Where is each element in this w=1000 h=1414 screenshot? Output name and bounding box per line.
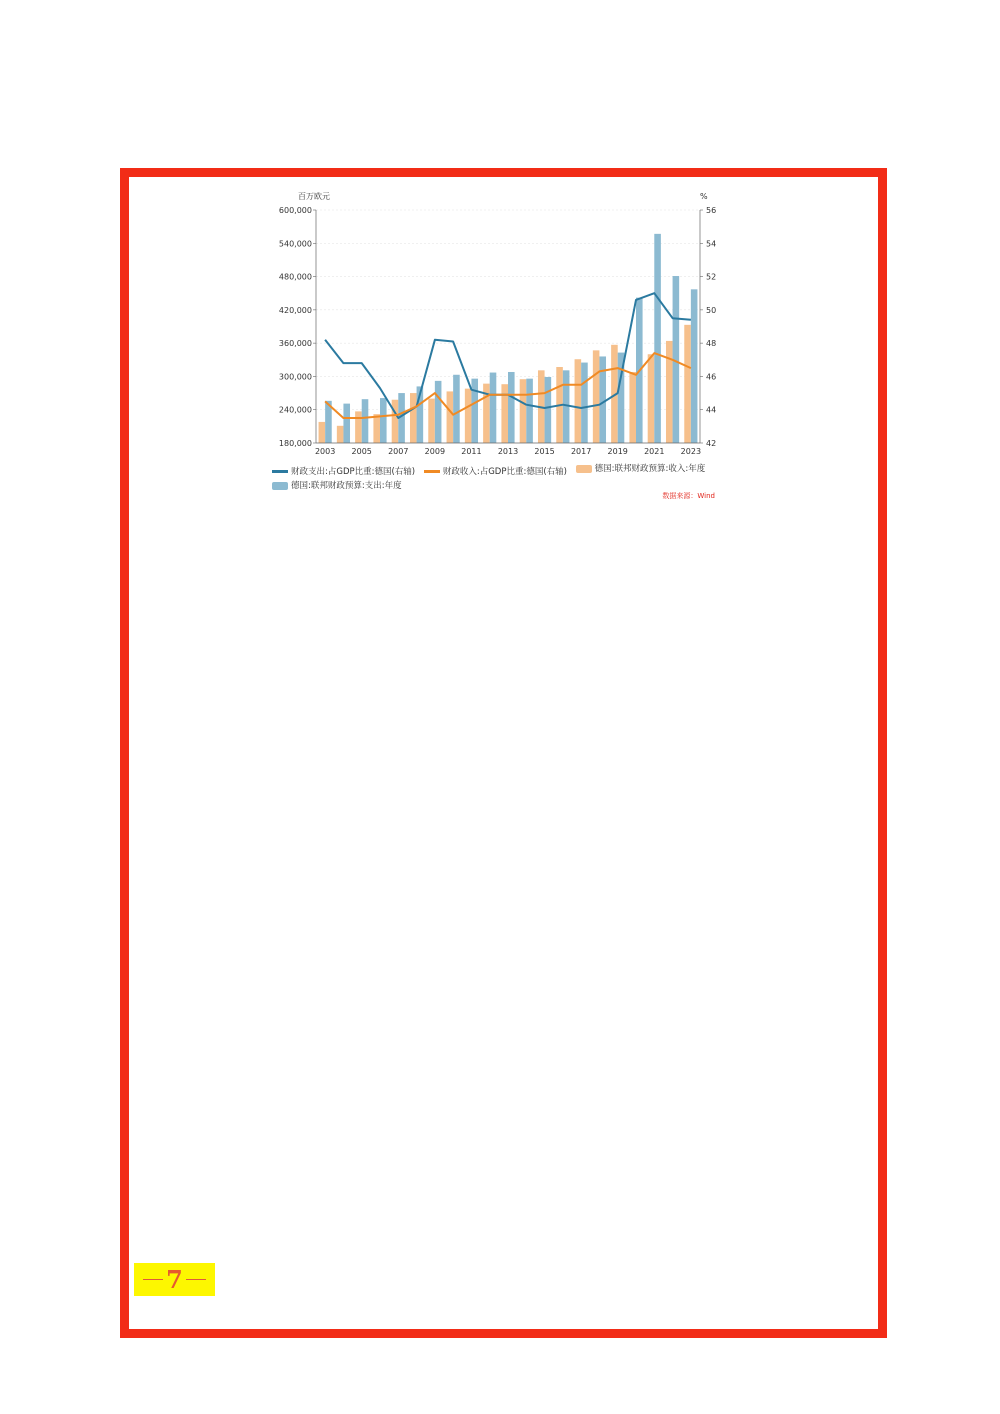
legend-swatch-revenue-bar [576, 465, 592, 473]
expense-bar [380, 398, 387, 443]
right-tick-label: 56 [706, 206, 717, 215]
right-tick-label: 52 [706, 272, 717, 282]
right-tick-label: 48 [706, 339, 717, 349]
left-tick-label: 480,000 [278, 272, 312, 282]
legend-swatch-expense-bar [272, 482, 288, 490]
x-tick-label: 2009 [424, 447, 446, 456]
legend-label: 德国:联邦财政预算:收入:年度 [594, 464, 706, 474]
bar-layer [319, 234, 698, 443]
expense-bar [581, 363, 588, 443]
expense-bar [471, 379, 478, 443]
revenue-bar [465, 389, 472, 443]
left-tick-label: 240,000 [278, 405, 312, 415]
revenue-bar [629, 372, 636, 443]
x-tick-label: 2017 [570, 447, 592, 456]
fiscal-chart [268, 188, 728, 468]
revenue-bar [337, 426, 344, 443]
revenue-bar [666, 341, 673, 443]
revenue-bar [593, 350, 600, 443]
legend-swatch-revenue-ratio [424, 470, 440, 473]
x-tick-label: 2011 [461, 447, 482, 456]
page-number-badge [134, 1263, 215, 1296]
legend-item-revenue-bar [576, 462, 706, 476]
revenue-bar [501, 384, 508, 443]
x-tick-label: 2023 [680, 447, 702, 456]
left-tick-label: 600,000 [278, 206, 312, 215]
revenue-bar [575, 359, 582, 443]
left-tick-label: 420,000 [278, 305, 312, 315]
right-tick-label: 54 [706, 239, 717, 249]
chart-legend [272, 462, 732, 495]
legend-label: 财政支出:占GDP比重:德国(右轴) [291, 466, 416, 477]
left-tick-label: 300,000 [278, 372, 312, 382]
revenue-bar [447, 391, 454, 443]
expense-bar [362, 399, 369, 443]
x-tick-label: 2015 [534, 447, 555, 456]
legend-label: 财政收入:占GDP比重:德国(右轴) [442, 466, 567, 477]
page-number: 7 [166, 1264, 183, 1294]
legend-swatch-expense-ratio [272, 470, 288, 473]
expense-bar [508, 372, 515, 443]
data-source-note: 数据来源：Wind [662, 492, 715, 500]
legend-item-expense-ratio [272, 465, 415, 479]
left-tick-label: 180,000 [278, 439, 312, 448]
expense-bar [490, 373, 497, 443]
revenue-bar [392, 400, 399, 443]
expense-bar [343, 404, 350, 443]
right-tick-label: 44 [706, 405, 717, 415]
revenue-bar [319, 422, 326, 443]
revenue-bar [648, 354, 655, 443]
revenue-bar [684, 325, 691, 443]
expense-bar [435, 381, 442, 443]
left-tick-label: 540,000 [278, 239, 312, 249]
revenue-bar [520, 379, 527, 443]
right-tick-label: 46 [706, 372, 717, 382]
expense-bar [526, 379, 533, 443]
expense-bar [545, 377, 552, 443]
legend-label: 德国:联邦财政预算:支出:年度 [291, 480, 402, 491]
revenue-bar [410, 393, 417, 443]
expense-bar [453, 375, 460, 443]
x-tick-label: 2019 [607, 447, 628, 456]
x-tick-label: 2005 [351, 447, 372, 456]
x-tick-label: 2013 [497, 447, 519, 456]
legend-item-revenue-ratio [424, 465, 567, 479]
right-tick-label: 42 [706, 439, 717, 448]
page-number-dash-right [186, 1279, 206, 1280]
page-number-dash-left [143, 1279, 163, 1280]
revenue-bar [428, 399, 435, 443]
right-tick-label: 50 [706, 305, 717, 315]
legend-item-expense-bar [272, 479, 402, 493]
left-axis-unit-label: 百万欧元 [298, 192, 330, 201]
right-axis-unit-label: % [700, 192, 708, 201]
chart-container [268, 188, 728, 508]
x-tick-label: 2007 [388, 447, 409, 456]
left-tick-label: 360,000 [278, 339, 312, 349]
revenue-bar [355, 411, 362, 443]
x-tick-label: 2021 [644, 447, 665, 456]
expense-bar [691, 289, 698, 443]
revenue-bar [373, 414, 380, 443]
expense-bar [654, 234, 661, 443]
x-tick-label: 2003 [314, 447, 336, 456]
